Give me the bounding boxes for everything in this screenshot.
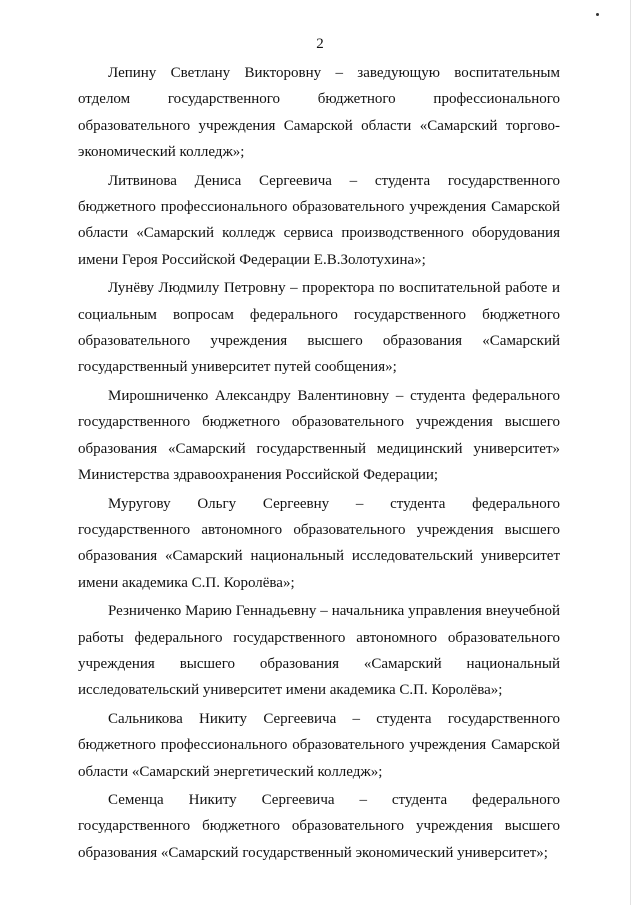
scan-mark [596,13,599,16]
paragraph-lepina: Лепину Светлану Викторовну – заведующую воспитательным отделом государственного бюджетного профессионального образовательного учреждения Самарской области «Самарский торгово-экономический колледж»; [78,65,560,161]
paragraph-litvinov: Литвинова Дениса Сергеевича – студента государственного бюджетного профессионального образовательного учреждения Самарской области «Самарский колледж сервиса производственного оборудования имени Героя Российской Федерации Е.В.Золотухина»; [78,172,560,268]
page-number: 2 [316,36,324,52]
page-edge-line [630,0,631,905]
document-body [78,60,560,868]
paragraph-luneva: Лунёву Людмилу Петровну – проректора по воспитательной работе и социальным вопросам федерального государственного бюджетного образовательного учреждения высшего образования «Самарский государственный университет путей сообщения»; [78,280,560,376]
paragraph-semenets: Семенца Никиту Сергеевича – студента федерального государственного бюджетного образовательного учреждения высшего образования «Самарский государственный экономический университет»; [78,791,560,861]
paragraph-murugova: Муругову Ольгу Сергеевну – студента федерального государственного автономного образовательного учреждения высшего образования «Самарский национальный исследовательский университет имени академика С.П. Королёва»; [78,495,560,591]
paragraph-miroshnichenko: Мирошниченко Александру Валентиновну – студента федерального государственного бюджетного образовательного учреждения высшего образования «Самарский государственный медицинский университет» Министерства здравоохранения Российской Федерации; [78,387,560,484]
paragraph-reznichenko: Резниченко Марию Геннадьевну – начальника управления внеучебной работы федерального государственного автономного образовательного учреждения высшего образования «Самарский национальный исследовательский университет имени академика С.П. Королёва»; [78,603,560,699]
paragraph-salnikov: Сальникова Никиту Сергеевича – студента государственного бюджетного профессионального образовательного учреждения Самарской области «Самарский энергетический колледж»; [78,710,560,780]
